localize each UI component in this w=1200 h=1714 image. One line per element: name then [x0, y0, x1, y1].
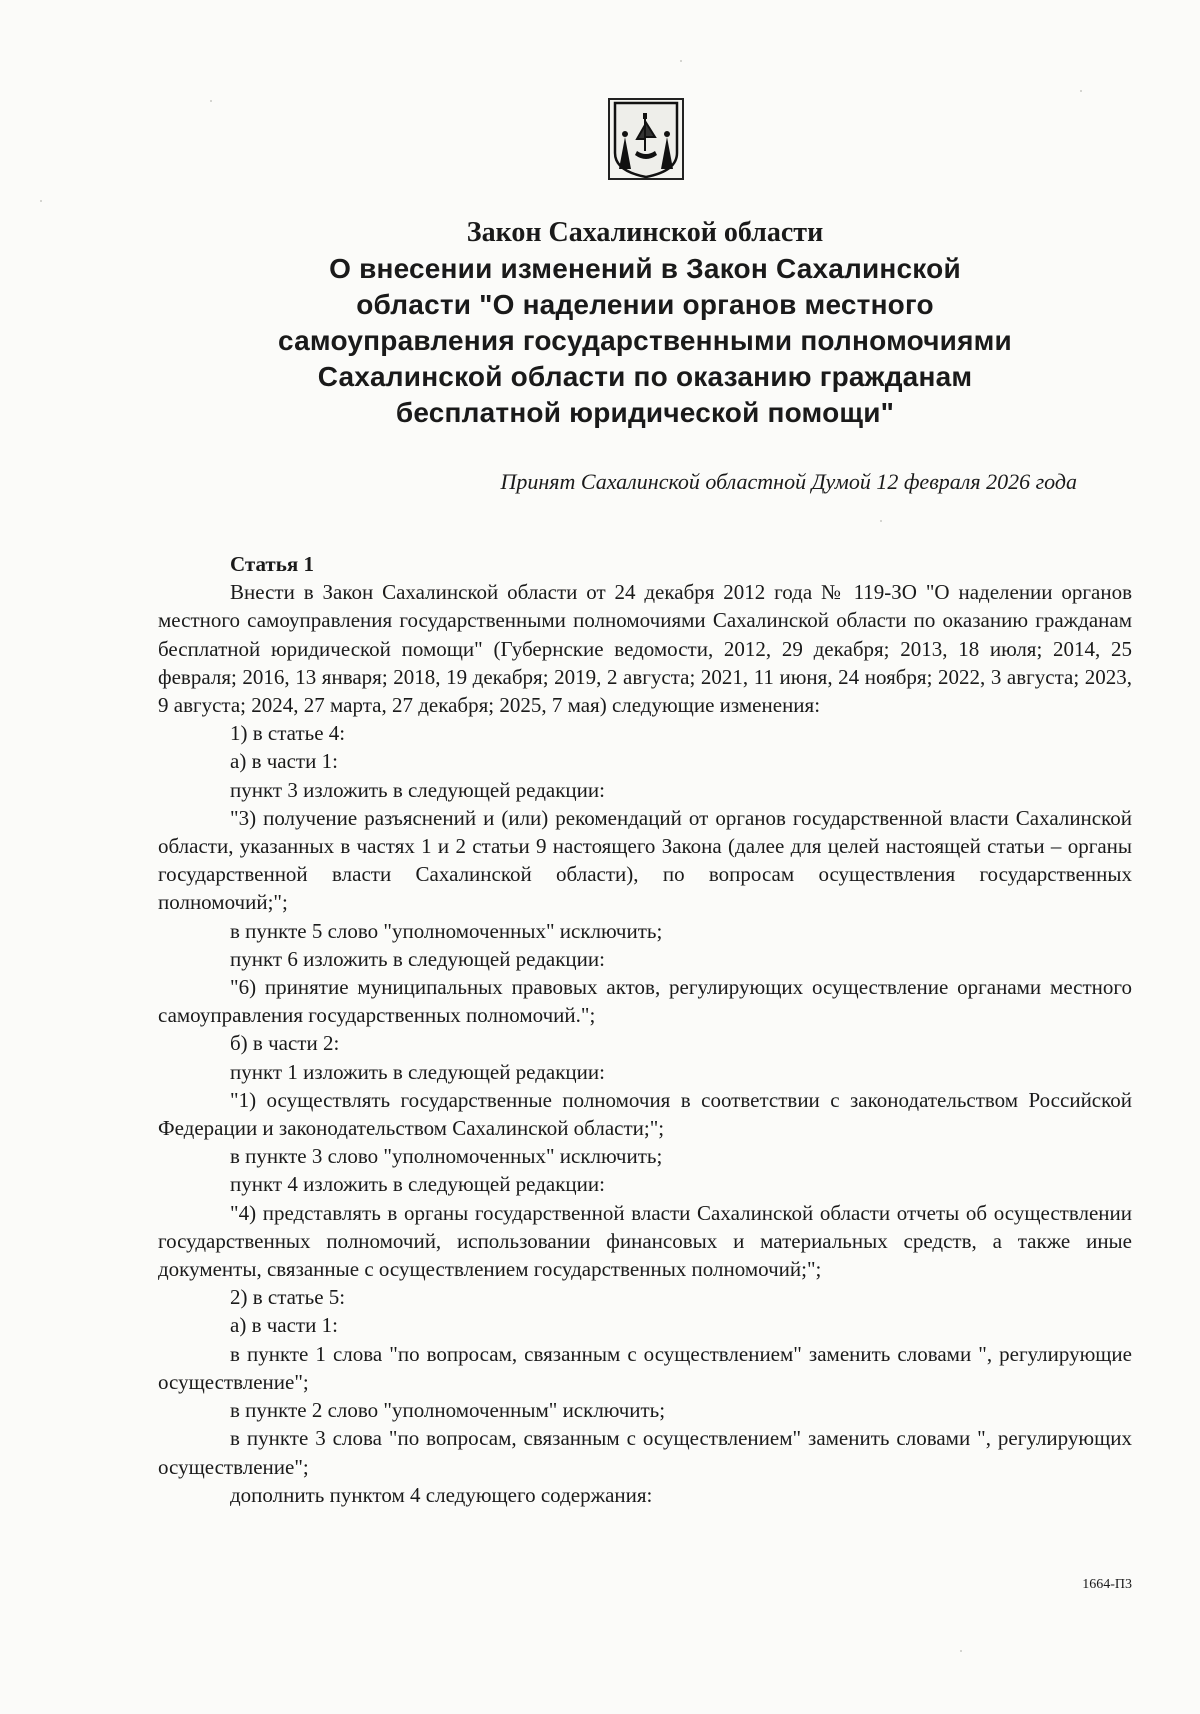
paragraph: "6) принятие муниципальных правовых актов, регулирующих осуществление органами местного самоуправления государственных полномочий."; [158, 975, 1132, 1028]
paragraph: пункт 6 изложить в следующей редакции: [230, 946, 605, 971]
paragraph: дополнить пунктом 4 следующего содержания: [230, 1482, 653, 1507]
law-subtitle-line-3: самоуправления государственными полномочиями [278, 325, 1012, 356]
article-heading: Статья 1 [230, 552, 314, 576]
scan-noise [880, 520, 882, 522]
scan-noise [680, 60, 682, 62]
scan-noise [210, 100, 212, 102]
paragraph: пункт 1 изложить в следующей редакции: [230, 1059, 605, 1084]
law-title: Закон Сахалинской области [466, 217, 824, 248]
scan-noise [1080, 90, 1082, 92]
law-subtitle-line-5: бесплатной юридической помощи" [395, 397, 895, 428]
paragraph: а) в части 1: [230, 749, 338, 774]
paragraph: в пункте 3 слова "по вопросам, связанным с осуществлением" заменить словами ", регулирующих осуществление"; [158, 1426, 1132, 1479]
paragraph: "3) получение разъяснений и (или) рекомендаций от органов государственной власти Сахалинской области, указанных в частях 1 и 2 статьи 9 настоящего Закона (далее для целей настоящей статьи – органы государственной власти Сахалинской области), по вопросам осуществления государственных полномочий;"; [158, 805, 1132, 915]
coat-of-arms-icon [607, 97, 685, 181]
law-subtitle-line-4: Сахалинской области по оказанию гражданам [317, 361, 973, 392]
paragraph: "1) осуществлять государственные полномочия в соответствии с законодательством Российской Федерации и законодательством Сахалинской области;"; [158, 1087, 1132, 1141]
paragraph: пункт 3 изложить в следующей редакции: [230, 777, 605, 802]
paragraph: пункт 4 изложить в следующей редакции: [230, 1172, 605, 1197]
adoption-note: Принят Сахалинской областной Думой 12 февраля 2026 года [500, 469, 1077, 494]
paragraph: в пункте 1 слова "по вопросам, связанным с осуществлением" заменить словами ", регулирующие осуществление"; [158, 1341, 1132, 1394]
paragraph: а) в части 1: [230, 1313, 338, 1338]
document-code: 1664-П3 [1082, 1577, 1132, 1592]
paragraph: 1) в статье 4: [230, 721, 346, 746]
paragraph: Внести в Закон Сахалинской области от 24 декабря 2012 года № 119-ЗО "О наделении органов местного самоуправления государственными полномочиями Сахалинской области по оказанию гражданам бесплатной юридической помощи" (Губернские ведомости, 2012, 29 декабря; 2013, 18 июля; 2014, 25 февраля; 2016, 13 января; 2018, 19 декабря; 2019, 2 августа; 2021, 11 июня, 24 ноября; 2022, 3 августа; 2023, 9 августа; 2024, 27 марта, 27 декабря; 2025, 7 мая) следующие изменения: [158, 580, 1132, 718]
paragraph: в пункте 3 слово "уполномоченных" исключить; [230, 1144, 663, 1169]
scan-noise [40, 200, 42, 202]
article-body [158, 550, 1132, 1509]
paragraph: в пункте 5 слово "уполномоченных" исключить; [230, 918, 663, 943]
paragraph: б) в части 2: [230, 1031, 340, 1056]
law-subtitle-line-2: области "О наделении органов местного [356, 289, 934, 320]
law-subtitle-line-1: О внесении изменений в Закон Сахалинской [329, 253, 961, 284]
title-block [130, 215, 1160, 431]
paragraph: в пункте 2 слово "уполномоченным" исключить; [230, 1398, 666, 1423]
scan-noise [960, 1650, 962, 1652]
paragraph: "4) представлять в органы государственной власти Сахалинской области отчеты об осуществлении государственных полномочий, использовании финансовых и материальных средств, а также иные документы, связанные с осуществлением государственных полномочий;"; [158, 1200, 1132, 1282]
paragraph: 2) в статье 5: [230, 1285, 346, 1310]
